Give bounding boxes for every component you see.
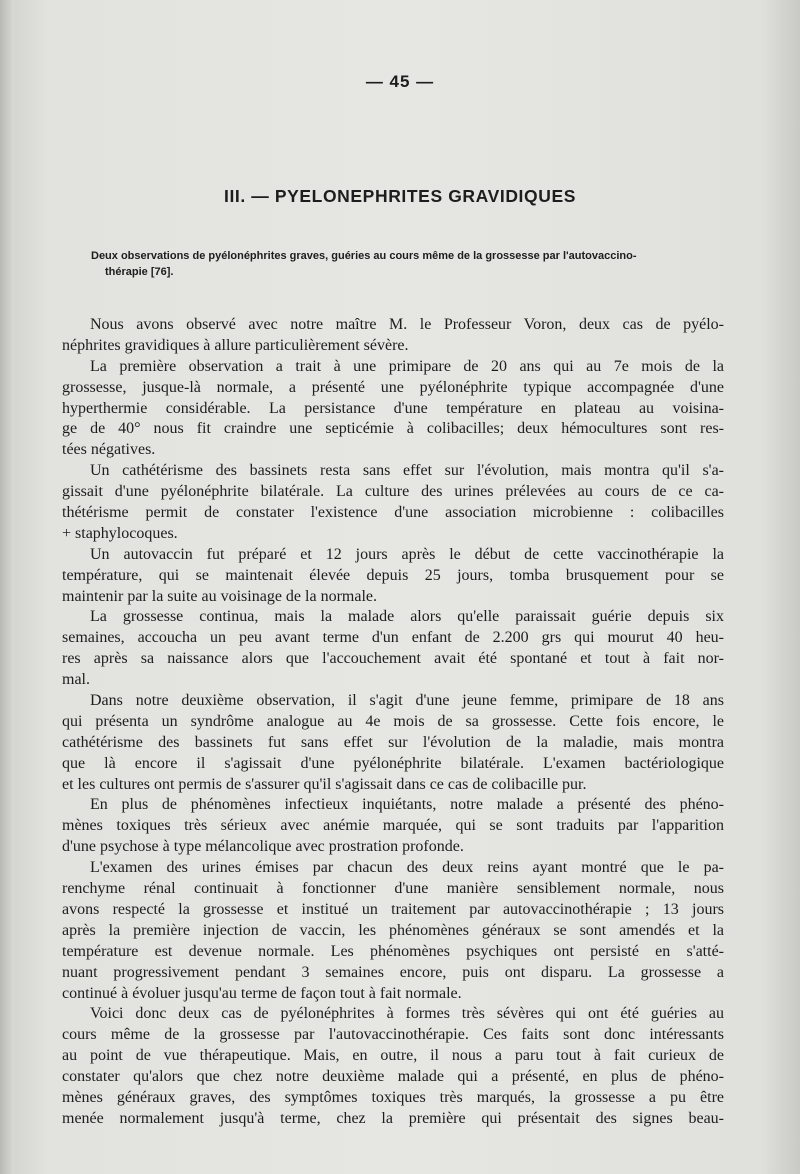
body-line: thétérisme permit de constater l'existence d'une association microbienne : colibacilles: [62, 504, 724, 522]
body-line: d'une psychose à type mélancolique avec prostration profonde.: [62, 838, 464, 856]
body-text: [62, 315, 724, 1130]
body-line: qui présenta un syndrôme analogue au 4e mois de sa grossesse. Cette fois encore, le: [62, 712, 724, 730]
body-line: grossesse, jusque-là normale, a présenté une pyélonéphrite typique accompagnée d'une: [62, 378, 724, 396]
body-line: Voici donc deux cas de pyélonéphrites à formes très sévères qui ont été guéries au: [90, 1005, 724, 1023]
body-line: semaines, accoucha un peu avant terme d'un enfant de 2.200 grs qui mourut 40 heu-: [62, 629, 724, 647]
body-line: Un autovaccin fut préparé et 12 jours après le début de cette vaccinothérapie la: [90, 545, 724, 563]
body-line: continué à évoluer jusqu'au terme de façon tout à fait normale.: [62, 984, 462, 1002]
page-spine-shadow: [0, 0, 14, 1174]
body-line: La première observation a trait à une primipare de 20 ans qui au 7e mois de la: [90, 357, 724, 375]
body-line: menée normalement jusqu'à terme, chez la première qui présentait des signes beau-: [62, 1109, 724, 1127]
abstract: [91, 248, 723, 280]
body-line: néphrites gravidiques à allure particulièrement sévère.: [62, 336, 409, 354]
body-line: cathétérisme des bassinets fut sans effet sur l'évolution de la maladie, mais montra: [62, 733, 724, 751]
body-line: hyperthermie considérable. La persistance d'une température en plateau au voisina-: [62, 399, 724, 417]
body-line: tées négatives.: [62, 441, 156, 459]
body-line: Un cathétérisme des bassinets resta sans effet sur l'évolution, mais montra qu'il s'a-: [90, 462, 724, 480]
section-title: III. — PYELONEPHRITES GRAVIDIQUES: [223, 186, 577, 206]
body-line: mal.: [62, 671, 90, 689]
body-line: constater qu'alors que chez notre deuxième malade qui a présenté, en plus de phéno-: [62, 1068, 724, 1086]
body-line: renchyme rénal continuait à fonctionner d'une manière sensiblement normale, nous: [62, 880, 724, 898]
body-line: ge de 40° nous fit craindre une septicémie à colibacilles; deux hémocultures sont res-: [62, 420, 724, 438]
body-line: nuant progressivement pendant 3 semaines encore, puis ont disparu. La grossesse a: [62, 963, 724, 981]
body-line: Dans notre deuxième observation, il s'agit d'une jeune femme, primipare de 18 ans: [90, 692, 724, 710]
body-line: L'examen des urines émises par chacun des deux reins ayant montré que le pa-: [90, 859, 724, 877]
body-line: res après sa naissance alors que l'accouchement avait été spontané et tout à fait nor-: [62, 650, 724, 668]
body-line: température est devenue normale. Les phénomènes psychiques ont persisté en s'atté-: [62, 942, 724, 960]
body-line: Nous avons observé avec notre maître M. le Professeur Voron, deux cas de pyélo-: [90, 316, 724, 333]
abstract-line: thérapie [76].: [105, 266, 174, 278]
body-line: au point de vue thérapeutique. Mais, en outre, il nous a paru tout à fait curieux de: [62, 1047, 724, 1065]
body-line: et les cultures ont permis de s'assurer qu'il s'agissait dans ce cas de colibacille pur.: [62, 775, 587, 793]
body-line: maintenir par la suite au voisinage de la normale.: [62, 587, 377, 605]
body-line: que là encore il s'agissait d'une pyélonéphrite bilatérale. L'examen bactériologique: [62, 754, 724, 772]
body-line: mènes généraux graves, des symptômes toxiques très marqués, la grossesse a pu être: [62, 1088, 724, 1106]
body-line: La grossesse continua, mais la malade alors qu'elle paraissait guérie depuis six: [90, 608, 724, 626]
body-line: + staphylocoques.: [62, 524, 178, 542]
body-line: mènes toxiques très sérieux avec anémie marquée, qui se sont traduits par l'apparition: [62, 817, 724, 835]
body-line: gissait d'une pyélonéphrite bilatérale. La culture des urines prélevées au cours de ce ca-: [62, 483, 724, 501]
body-line: avons respecté la grossesse et institué un traitement par autovaccinothérapie ; 13 jours: [62, 900, 724, 918]
body-line: cours même de la grossesse par l'autovaccinothérapie. Ces faits sont donc intéressants: [62, 1026, 724, 1044]
page-number: — 45 —: [365, 72, 435, 91]
body-line: température, qui se maintenait élevée depuis 25 jours, tomba brusquement pour se: [62, 566, 724, 584]
body-line: après la première injection de vaccin, les phénomènes généraux se sont amendés et la: [62, 921, 724, 939]
body-line: En plus de phénomènes infectieux inquiétants, notre malade a présenté des phéno-: [90, 796, 724, 814]
abstract-line: Deux observations de pyélonéphrites graves, guéries au cours même de la grossesse par l'autovaccino-: [91, 250, 637, 262]
